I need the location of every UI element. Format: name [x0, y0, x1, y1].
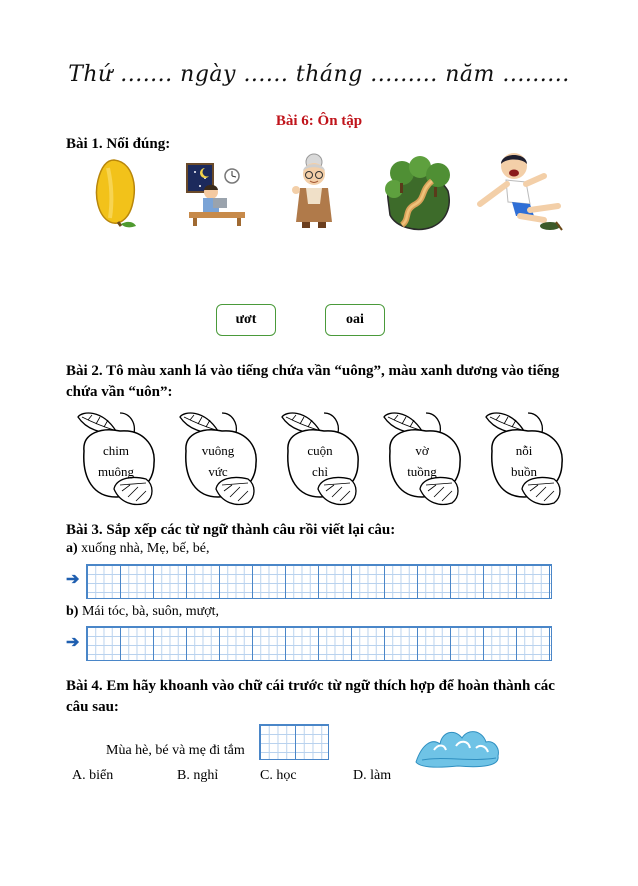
- wave-image: [412, 722, 502, 770]
- forest-path-image: [382, 155, 454, 233]
- ex3-b-line: [66, 604, 219, 620]
- option-c[interactable]: C. học: [260, 768, 297, 783]
- orange-word-4a[interactable]: vờ: [415, 443, 429, 458]
- ex3-b-label: b): [66, 604, 79, 619]
- option-d[interactable]: D. làm: [353, 768, 392, 783]
- orange-word-4b[interactable]: tuồng: [407, 464, 437, 479]
- child-night-desk-image: [183, 158, 249, 228]
- writing-grid-b[interactable]: [86, 626, 552, 661]
- option-a[interactable]: A. biển: [72, 768, 114, 783]
- ex3-a-label: a): [66, 541, 78, 556]
- writing-grid-a[interactable]: [86, 564, 552, 599]
- answer-grid[interactable]: [259, 724, 329, 760]
- orange-word-3b[interactable]: chỉ: [312, 464, 328, 479]
- vowel-box-oai[interactable]: oai: [325, 304, 385, 336]
- ex2-title-line2: chứa vần “uôn”:: [66, 384, 173, 400]
- option-b[interactable]: B. nghỉ: [177, 768, 219, 783]
- orange-word-2b[interactable]: vức: [208, 464, 228, 479]
- orange-word-2a[interactable]: vuông: [201, 443, 235, 458]
- ex2-title-line1: Bài 2. Tô màu xanh lá vào tiếng chứa vần “uông”, màu xanh dương vào tiếng: [66, 363, 560, 379]
- orange-word-5a[interactable]: nỗi: [515, 443, 533, 458]
- orange-word-1b[interactable]: muông: [97, 464, 135, 479]
- ex4-title-line2: câu sau:: [66, 699, 119, 715]
- ex3-title: Bài 3. Sắp xếp các từ ngữ thành câu rồi viết lại câu:: [66, 522, 396, 538]
- arrow-a-icon: ➔: [66, 571, 80, 588]
- ex3-a-line: [66, 541, 209, 557]
- vowel-box-uot[interactable]: ươt: [216, 304, 276, 336]
- ex4-title-line1: Bài 4. Em hãy khoanh vào chữ cái trước từ ngữ thích hợp để hoàn thành các: [66, 678, 555, 694]
- ex1-title: Bài 1. Nối đúng:: [66, 136, 171, 152]
- ex3-a-words: xuống nhà, Mẹ, bế, bé,: [77, 541, 210, 556]
- grandma-image: [288, 152, 336, 234]
- orange-word-1a[interactable]: chim: [103, 443, 129, 458]
- ex4-sentence: Mùa hè, bé và mẹ đi tắm: [106, 743, 245, 758]
- ex3-b-words: Mái tóc, bà, suôn, mượt,: [78, 604, 220, 619]
- date-header: Thứ ....... ngày ...... tháng ......... năm .........: [68, 62, 570, 87]
- boy-falling-image: [474, 150, 566, 236]
- orange-word-5b[interactable]: buồn: [511, 464, 537, 479]
- arrow-b-icon: ➔: [66, 634, 80, 651]
- lesson-title: Bài 6: Ôn tập: [275, 113, 363, 129]
- mango-image: [88, 156, 140, 228]
- orange-word-3a[interactable]: cuộn: [307, 443, 333, 458]
